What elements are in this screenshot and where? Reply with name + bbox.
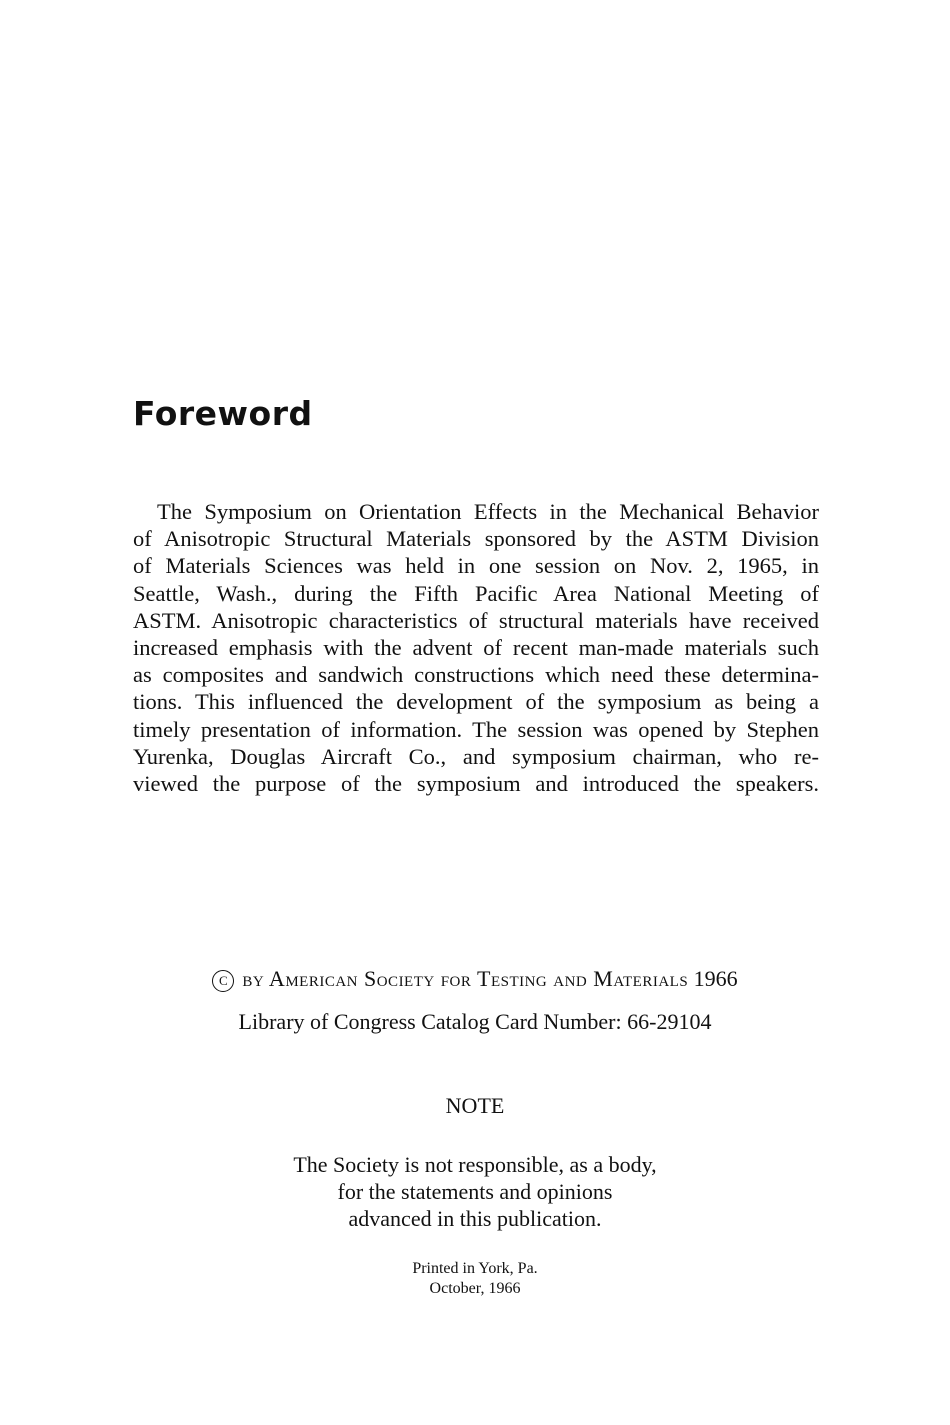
page-title: Foreword	[133, 394, 313, 433]
paragraph-line: timely presentation of information. The session was opened by Stephen	[133, 716, 819, 742]
paragraph-line: tions. This influenced the development of the symposium as being a	[133, 689, 819, 715]
paragraph-line: Yurenka, Douglas Aircraft Co., and symposium chairman, who re-	[133, 743, 819, 769]
paragraph-line: The Symposium on Orientation Effects in the Mechanical Behavior	[157, 499, 819, 524]
paragraph-line: ASTM. Anisotropic characteristics of structural materials have received	[133, 607, 819, 633]
printed-date: October, 1966	[429, 1280, 521, 1297]
foreword-paragraph	[133, 498, 819, 797]
printed-place: Printed in York, Pa.	[412, 1260, 538, 1277]
copyright-icon: C	[212, 970, 234, 992]
copyright-year: 1966	[693, 966, 738, 991]
note-heading: NOTE	[445, 1093, 505, 1118]
copyright-notice	[0, 966, 950, 992]
note-line: The Society is not responsible, as a body,	[293, 1152, 657, 1177]
note-text	[0, 1151, 950, 1232]
note-line: advanced in this publication.	[348, 1206, 602, 1231]
paragraph-line: as composites and sandwich constructions which need these determina-	[133, 662, 819, 688]
note-line: for the statements and opinions	[337, 1179, 613, 1204]
printed-info	[0, 1259, 950, 1299]
copyright-holder: by American Society for Testing and Materials	[242, 966, 689, 991]
catalog-number: Library of Congress Catalog Card Number: 66-29104	[238, 1009, 712, 1034]
paragraph-line: increased emphasis with the advent of recent man-made materials such	[133, 635, 819, 661]
paragraph-line: Seattle, Wash., during the Fifth Pacific Area National Meeting of	[133, 580, 819, 606]
paragraph-line: viewed the purpose of the symposium and introduced the speakers.	[133, 771, 819, 797]
paragraph-line: of Anisotropic Structural Materials sponsored by the ASTM Division	[133, 526, 819, 552]
paragraph-line: of Materials Sciences was held in one session on Nov. 2, 1965, in	[133, 553, 819, 579]
